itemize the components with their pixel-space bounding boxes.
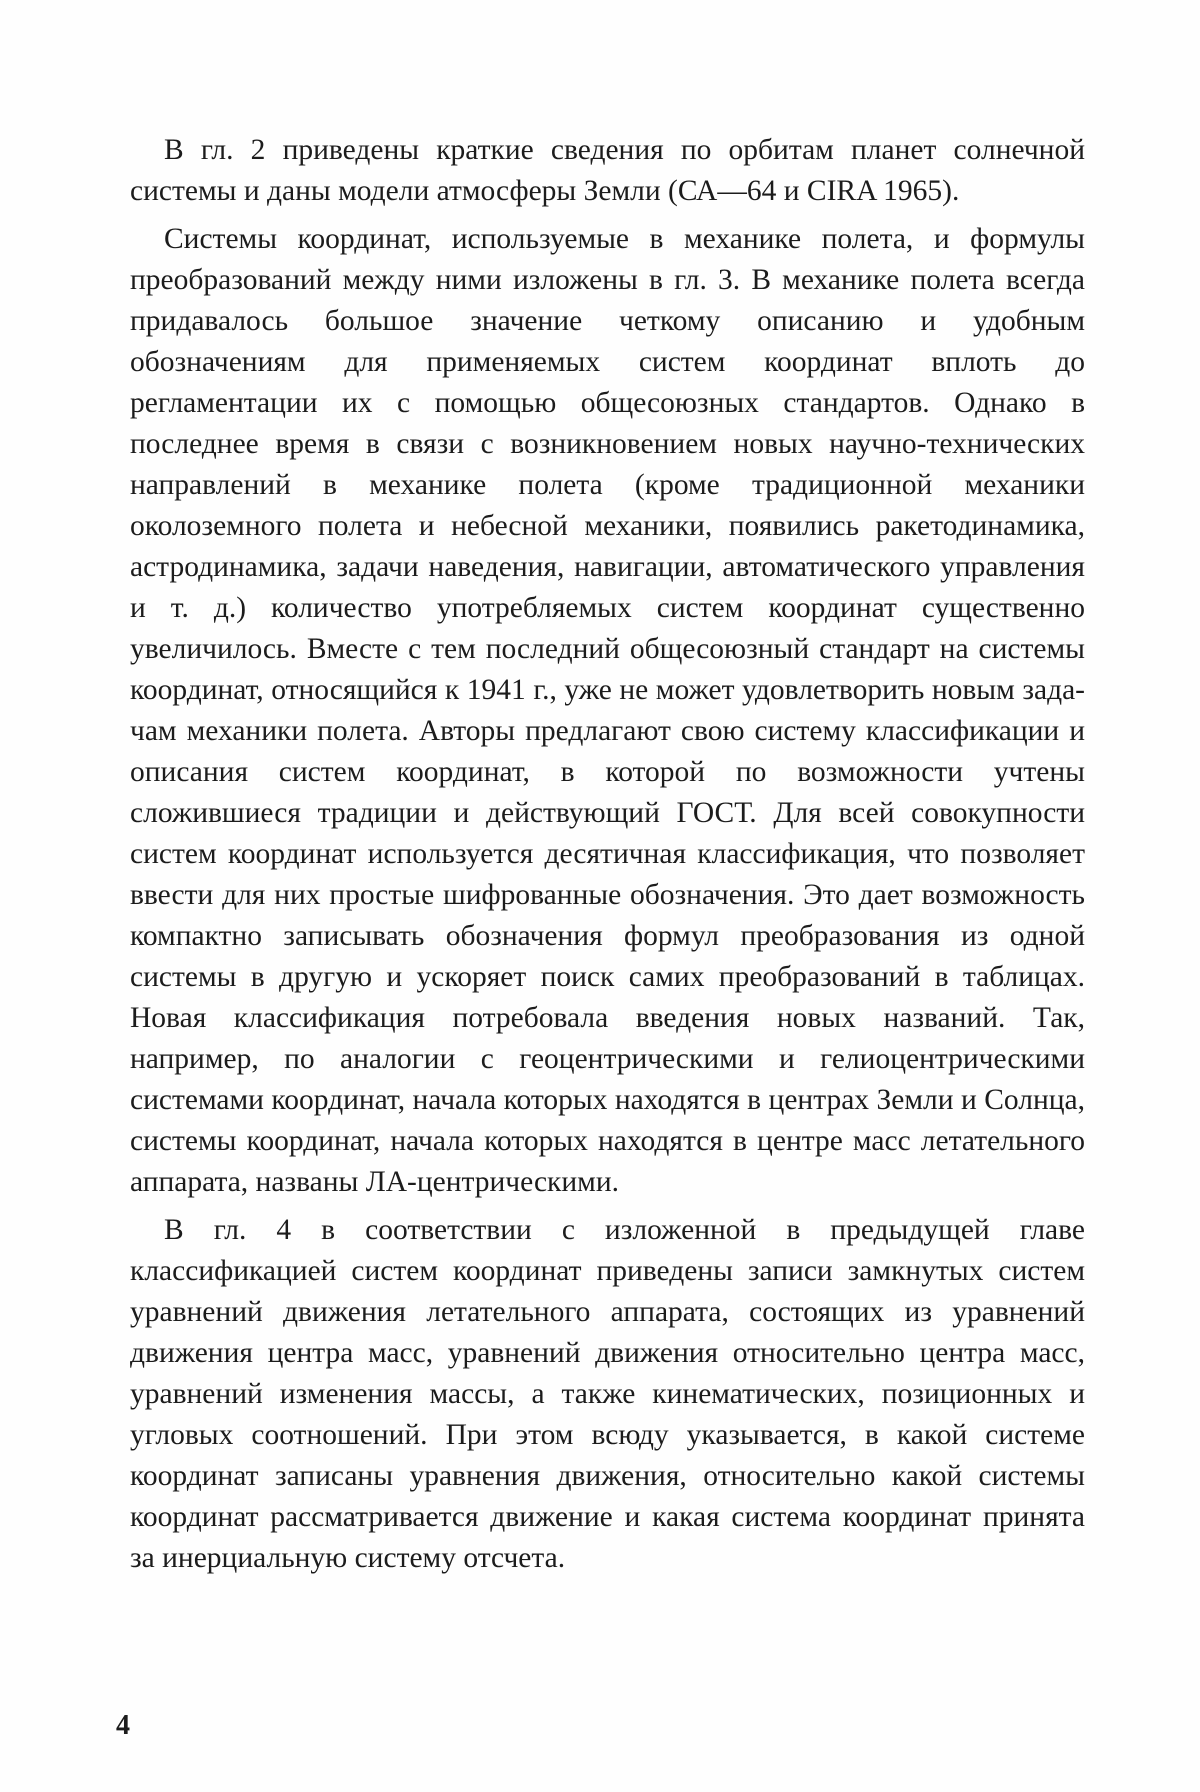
page-number: 4 xyxy=(116,1710,130,1741)
paragraph-chapter-3: Системы координат, используемые в механике полета, и формулы преобразований между ними изложены в гл. 3. В механике полета всегда придавалось большое значение четкому описанию и удобным обозначениям для применяемых систем координат вплоть до регламентации их с помощью общесоюзных стандартов. Однако в последнее время в связи с возникновением новых научно-технических направлений в механике полета (кроме традиционной механики околоземного полета и небесной механики, появились ракетодинамика, астродинамика, задачи наведения, навигации, автоматического управления и т. д.) количество употребляемых систем координат существенно увеличилось. Вместе с тем последний общесоюзный стандарт на системы координат, относящийся к 1941 г., уже не может удовлетворить новым задачам механики полета. Авторы предлагают свою систему классификации и описания систем координат, в которой по возможности учтены сложившиеся традиции и действующий ГОСТ. Для всей совокупности систем координат используется десятичная классификация, что позволяет ввести для них простые шифрованные обозначения. Это дает возможность компактно записывать обозначения формул преобразования из одной системы в другую и ускоряет поиск самих преобразований в таблицах. Новая классификация потребовала введения новых названий. Так, например, по аналогии с геоцентрическими и гелиоцентрическими системами координат, начала которых находятся в центрах Земли и Солнца, системы координат, начала которых находятся в центре масс летательного аппарата, названы ЛА-центрическими. xyxy=(130,223,1085,1198)
paragraph-chapter-4: В гл. 4 в соответствии с изложенной в предыдущей главе классификацией систем координат приведены записи замкнутых систем уравнений движения летательного аппарата, состоящих из уравнений движения центра масс, уравнений движения относительно центра масс, уравнений изменения массы, а также кинематических, позиционных и угловых соотношений. При этом всюду указывается, в какой системе координат записаны уравнения движения, относительно какой системы координат рассматривается движение и какая система координат принята за инерциальную систему отсчета. xyxy=(130,1214,1085,1574)
body-text xyxy=(130,130,1085,1586)
paragraph-chapter-2: В гл. 2 приведены краткие сведения по орбитам планет солнечной системы и даны модели атмосферы Земли (СА—64 и CIRA 1965). xyxy=(130,134,1085,207)
